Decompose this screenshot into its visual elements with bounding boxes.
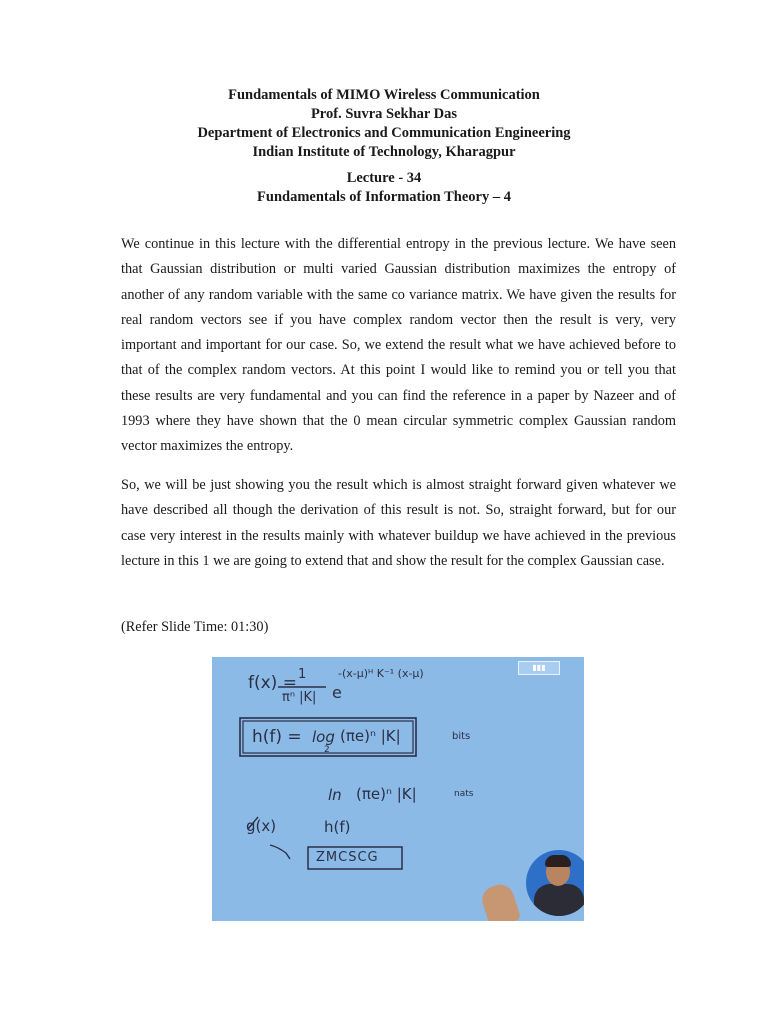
- refer-slide-time: (Refer Slide Time: 01:30): [121, 619, 269, 635]
- lecture-slide-image: [212, 657, 584, 921]
- institute-name: Indian Institute of Technology, Kharagpur: [252, 144, 516, 160]
- lecture-number: Lecture - 34: [346, 170, 422, 186]
- slide-unit-bits: bits: [452, 731, 471, 742]
- nptel-logo-badge: ▮▮▮: [518, 661, 560, 675]
- lecture-title: Fundamentals of Information Theory – 4: [257, 189, 511, 205]
- slide-exponential-base: e: [332, 683, 342, 702]
- slide-log: log: [312, 728, 335, 746]
- paragraph-1: We continue in this lecture with the differential entropy in the previous lecture. We have seen that Gaussian distribution or multi varied Gaussian distribution maximizes the entropy of another of any random variable with the same co variance matrix. We have given the results for real random vectors see if you have complex random vector then the result is very, very important and important for our case. So, we extend the result what we have achieved before to that of the complex random vectors. At this point I would like to remind you or tell you that these results are very fundamental and you can find the reference in a paper by Nazeer and of 1993 where they have shown that the 0 mean circular symmetric complex Gaussian random vector maximizes the entropy.: [121, 236, 676, 455]
- document-header: [0, 86, 768, 162]
- slide-unit-nats: nats: [454, 789, 474, 799]
- slide-log-argument: (πe)ⁿ |K|: [340, 727, 401, 745]
- lecture-heading: [0, 169, 768, 207]
- slide-fraction-denominator: πⁿ |K|: [282, 690, 317, 705]
- slide-exponent: -(x-μ)ᴴ K⁻¹ (x-μ): [338, 667, 424, 680]
- department-name: Department of Electronics and Communication Engineering: [197, 125, 571, 141]
- slide-log-base: 2: [324, 745, 330, 755]
- brace-stroke: [270, 845, 290, 859]
- presenter-hair: [545, 855, 571, 867]
- slide-ln: ln: [328, 786, 342, 804]
- presenter-webcam-inset: [526, 850, 584, 916]
- slide-fraction-numerator: 1: [298, 667, 307, 682]
- slide-f-of-x: f(x) =: [248, 673, 297, 693]
- paragraph-2: So, we will be just showing you the result which is almost straight forward given whatever we have described all though the derivation of this result is not. So, straight forward, but for our case very interest in the results mainly with whatever buildup we have achieved in the previous lecture in this 1 we are going to extend that and show the result for the complex Gaussian case.: [121, 477, 676, 569]
- professor-name: Prof. Suvra Sekhar Das: [310, 106, 458, 122]
- slide-g-of-x: g(x): [246, 817, 277, 835]
- slide-h-of-f-2: h(f): [324, 818, 351, 836]
- presenter-body: [534, 884, 584, 916]
- slide-ln-argument: (πe)ⁿ |K|: [356, 785, 417, 803]
- course-title: Fundamentals of MIMO Wireless Communication: [228, 87, 540, 103]
- slide-zmcscg-label: ZMCSCG: [316, 850, 379, 865]
- slide-h-of-f: h(f) =: [252, 727, 302, 747]
